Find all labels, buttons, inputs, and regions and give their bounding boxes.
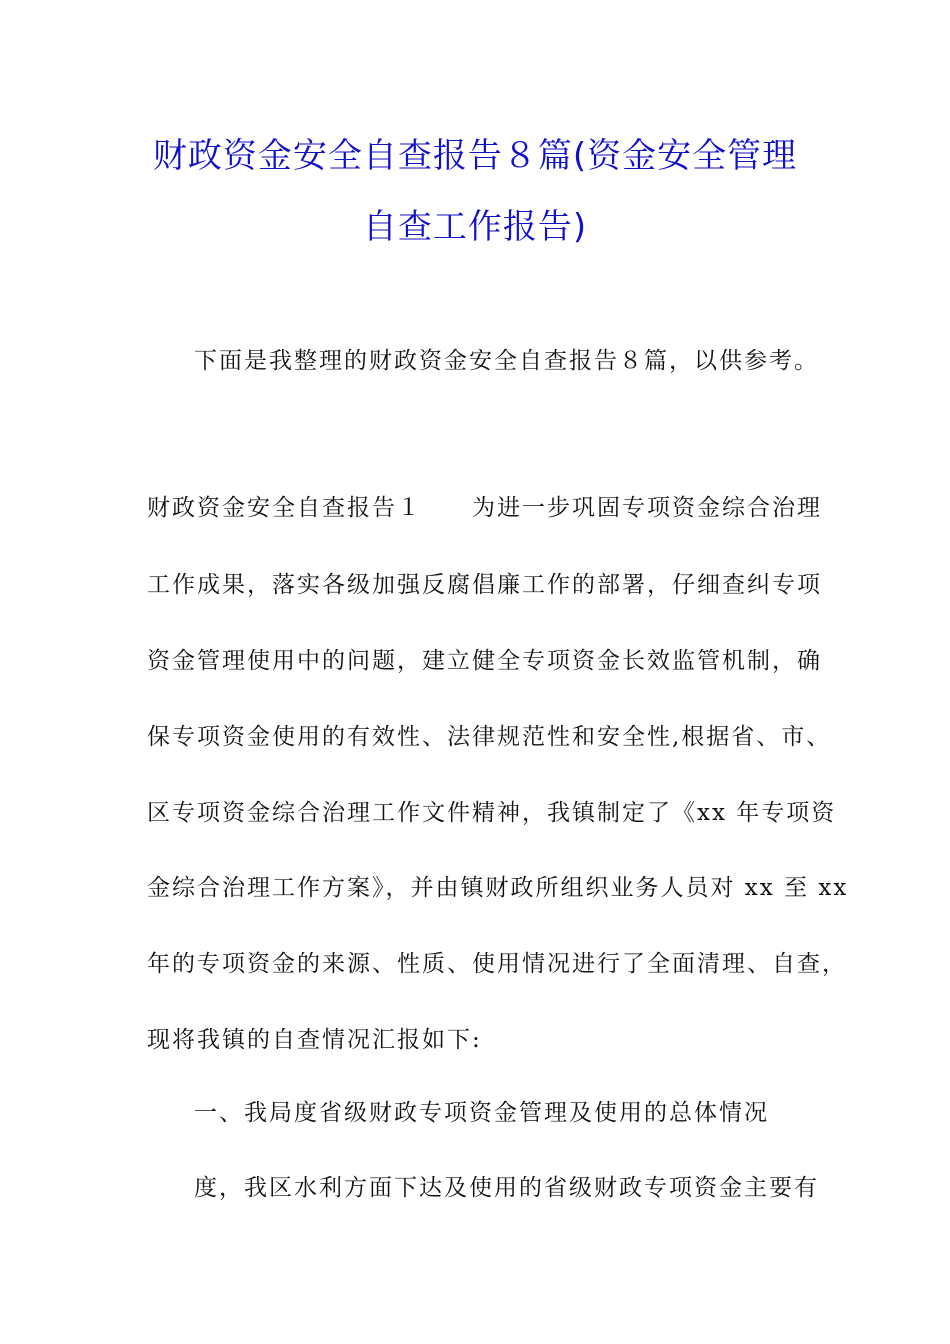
body-line: 保专项资金使用的有效性、法律规范性和安全性,根据省、市、 <box>147 724 832 750</box>
body-line: 年的专项资金的来源、性质、使用情况进行了全面清理、自查， <box>147 951 847 977</box>
body-line: 现将我镇的自查情况汇报如下: <box>147 1027 482 1053</box>
body-line: 金综合治理工作方案》，并由镇财政所组织业务人员对 xx 至 xx <box>147 875 849 901</box>
body-line: 资金管理使用中的问题，建立健全专项资金长效监管机制，确 <box>147 648 822 674</box>
body-line: 区专项资金综合治理工作文件精神，我镇制定了《xx 年专项资 <box>147 800 837 826</box>
intro-paragraph: 下面是我整理的财政资金安全自查报告８篇，以供参考。 <box>194 348 819 374</box>
body-line: 工作成果，落实各级加强反腐倡廉工作的部署，仔细查纠专项 <box>147 572 822 598</box>
body-line: 度，我区水利方面下达及使用的省级财政专项资金主要有 <box>194 1175 819 1201</box>
document-title-line-2: 自查工作报告) <box>362 207 588 247</box>
document-title-line-1: 财政资金安全自查报告８篇(资金安全管理 <box>152 136 798 176</box>
section-heading: 一、我局度省级财政专项资金管理及使用的总体情况 <box>194 1100 769 1126</box>
body-line: 财政资金安全自查报告１ 为进一步巩固专项资金综合治理 <box>147 495 822 521</box>
